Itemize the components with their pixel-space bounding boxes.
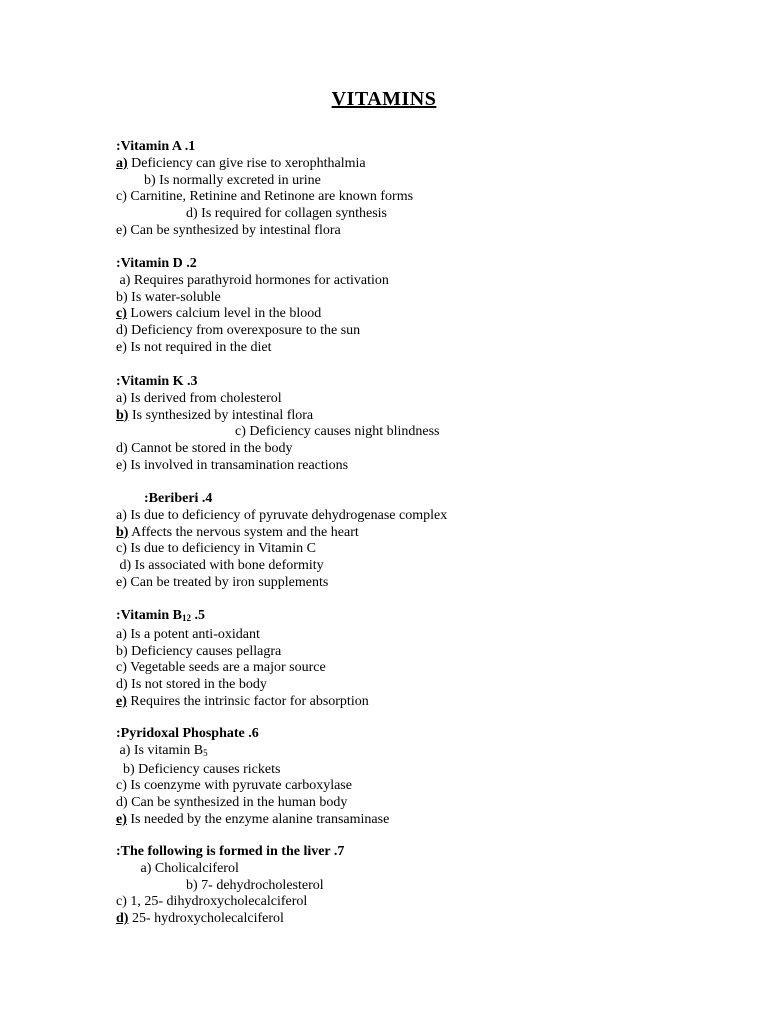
option-text: Is due to deficiency of pyruvate dehydrogenase complex [126,507,448,523]
answer-option [116,861,344,878]
question-title [116,491,447,508]
question-title [116,726,389,743]
question-title-text: :The following is formed in the liver .7 [116,844,345,859]
option-text: Cholicalciferol [151,860,239,876]
answer-option [116,173,413,190]
option-text: Is needed by the enzyme alanine transaminase [126,811,390,827]
question-title [116,374,440,391]
option-letter: d) [116,795,128,811]
option-text: 7- dehydrocholesterol [197,877,324,893]
answer-option [116,508,447,525]
question-block [116,139,413,240]
answer-option [116,743,389,762]
option-letter: d) [186,206,198,222]
option-text: 1, 25- dihydroxycholecalciferol [126,894,308,910]
page-title: VITAMINS [331,88,437,110]
question-title-text: :Vitamin K .3 [116,374,198,389]
option-letter: d) [116,911,129,927]
question-title [116,844,344,861]
option-letter: e) [116,574,127,590]
question-title-text: :Pyridoxal Phosphate .6 [116,726,259,741]
option-letter: a) [119,742,131,758]
answer-option [116,660,369,677]
option-text: Is not stored in the body [127,677,267,693]
option-letter: b) [116,643,128,659]
question-title-subscript: 12 [181,613,191,623]
option-letter: c) [116,541,127,557]
answer-option [116,323,389,340]
option-letter: b) [116,289,128,305]
answer-option [116,644,369,661]
option-text: Can be synthesized by intestinal flora [126,222,341,238]
option-letter: a) [116,507,127,523]
option-text: Is coenzyme with pyruvate carboxylase [126,778,352,794]
answer-option [116,627,369,644]
option-subscript: 5 [203,747,208,758]
option-letter: e) [116,339,127,355]
answer-option [116,795,389,812]
answer-option [116,189,413,206]
question-block [116,844,344,928]
option-letter: b) [116,524,129,540]
answer-option-correct [116,408,440,425]
answer-option [116,206,413,223]
answer-option [116,677,369,694]
option-text: Is normally excreted in urine [155,172,321,188]
answer-option [116,458,440,475]
option-letter: c) [235,424,246,440]
answer-option-correct [116,911,344,928]
answer-option-correct [116,525,447,542]
option-letter: b) [116,407,129,423]
option-letter: c) [116,189,127,205]
option-text: Is a potent anti-oxidant [126,626,260,642]
question-title-number: .5 [190,608,205,623]
answer-option [116,878,344,895]
option-letter: e) [116,693,127,709]
option-text: Cannot be stored in the body [127,441,293,457]
option-letter: c) [116,306,127,322]
option-letter: c) [116,660,127,676]
answer-option [116,894,344,911]
question-title [116,256,389,273]
question-block [116,608,369,711]
option-text: Deficiency from overexposure to the sun [127,323,361,339]
option-text: Is vitamin B [130,742,204,758]
option-letter: d) [119,558,132,574]
option-text: Carnitine, Retinine and Retinone are known forms [126,189,414,205]
option-letter: d) [116,441,128,457]
answer-option-correct [116,812,389,829]
question-block [116,491,447,592]
question-title-text: :Vitamin A .1 [116,139,196,154]
answer-option [116,340,389,357]
option-text: Requires parathyroid hormones for activation [130,272,389,288]
option-text: Is synthesized by intestinal flora [128,407,314,423]
option-text: Can be treated by iron supplements [126,574,329,590]
option-letter: e) [116,811,127,827]
option-letter: a) [116,626,127,642]
option-letter: b) [123,761,135,777]
option-text: Can be synthesized in the human body [127,795,348,811]
option-letter: c) [116,894,127,910]
answer-option [116,575,447,592]
answer-option [116,541,447,558]
option-letter: b) [144,172,156,188]
option-text: Deficiency can give rise to xerophthalmia [127,155,366,171]
option-text: Is not required in the diet [126,339,272,355]
answer-option-correct [116,306,389,323]
option-text: Is associated with bone deformity [131,558,324,574]
option-letter: a) [116,155,128,171]
option-letter: d) [116,323,128,339]
question-title-text: :Vitamin D .2 [116,256,197,271]
option-text: Requires the intrinsic factor for absorption [126,693,369,709]
answer-option [116,778,389,795]
option-text: Is involved in transamination reactions [126,457,349,473]
option-letter: b) [186,877,198,893]
answer-option [116,290,389,307]
answer-option-correct [116,156,413,173]
option-text: Affects the nervous system and the heart [128,524,359,540]
question-title [116,608,369,627]
option-text: Deficiency causes night blindness [245,424,440,440]
answer-option-correct [116,694,369,711]
option-letter: c) [116,778,127,794]
answer-option [116,441,440,458]
option-text: Vegetable seeds are a major source [126,660,326,676]
option-letter: a) [140,860,152,876]
option-letter: a) [119,272,131,288]
question-title-text: :Beriberi .4 [116,491,213,506]
option-letter: d) [116,677,128,693]
answer-option [116,762,389,779]
answer-option [116,558,447,575]
answer-option [116,273,389,290]
question-block [116,726,389,829]
option-text: Is required for collagen synthesis [197,206,388,222]
question-title [116,139,413,156]
option-text: Is due to deficiency in Vitamin C [126,541,316,557]
option-text: Is water-soluble [127,289,221,305]
option-text: Deficiency causes rickets [134,761,281,777]
answer-option [116,223,413,240]
option-text: Deficiency causes pellagra [127,643,282,659]
option-letter: e) [116,457,127,473]
question-title-text: :Vitamin B [116,608,182,623]
option-text: Is derived from cholesterol [126,390,282,406]
option-text: Lowers calcium level in the blood [126,306,322,322]
answer-option [116,391,440,408]
option-letter: a) [116,390,127,406]
question-block [116,256,389,357]
answer-option [116,424,440,441]
option-text: 25- hydroxycholecalciferol [128,911,284,927]
question-block [116,374,440,475]
option-letter: e) [116,222,127,238]
